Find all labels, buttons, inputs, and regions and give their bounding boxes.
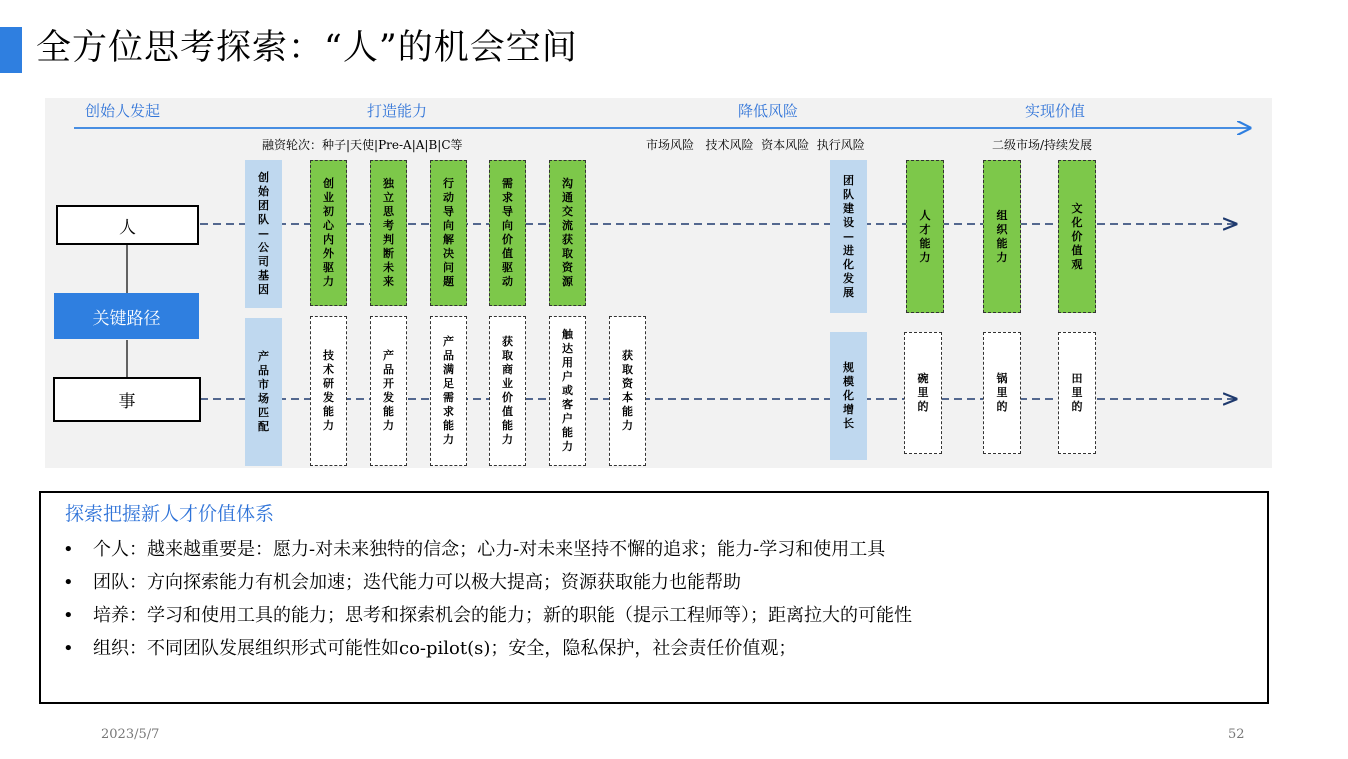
capability-top-1: 创业初心 内外驱力: [310, 160, 347, 306]
in-field-column: 田里的: [1058, 332, 1096, 454]
page-number: 52: [1228, 727, 1245, 742]
stage-build-capability: 打造能力: [367, 102, 428, 120]
footer-date: 2023/5/7: [101, 727, 160, 742]
capability-bottom-2: 产品开发能力: [370, 316, 407, 466]
stage-reduce-risk: 降低风险: [738, 102, 799, 120]
capability-bottom-1: 技术研发能力: [310, 316, 347, 466]
bullet-item: • 组织：不同团队发展组织形式可能性如co-pilot(s)；安全，隐私保护，社会责任价值观；: [63, 638, 797, 659]
capability-bottom-3: 产品满足需求能力: [430, 316, 467, 466]
talent-capability-column: 人才能力: [906, 160, 944, 313]
risks-note: 市场风险 技术风险 资本风险 执行风险: [646, 138, 865, 152]
capability-top-4: 需求导向 价值驱动: [489, 160, 526, 306]
bullet-item: • 个人：越来越重要是：愿力-对未来独特的信念；心力-对未来坚持不懈的追求；能力-学习和使用工具: [63, 539, 886, 560]
matter-node: 事: [53, 377, 201, 422]
person-node: 人: [56, 205, 199, 245]
capability-top-5: 沟通交流 获取资源: [549, 160, 586, 306]
capability-bottom-5: 触达用户或客户能力: [549, 316, 586, 466]
capability-bottom-6: 获取资本能力: [609, 316, 646, 466]
box-title: 探索把握新人才价值体系: [65, 503, 275, 525]
financing-note: 融资轮次：种子|天使|Pre-A|A|B|C等: [262, 138, 463, 152]
key-path-node: 关键路径: [54, 293, 199, 339]
in-pot-column: 锅里的: [983, 332, 1021, 454]
stage-realize-value: 实现价值: [1025, 102, 1086, 120]
page-title: 全方位思考探索：“人”的机会空间: [36, 28, 578, 68]
talent-value-box: [39, 491, 1269, 704]
capability-top-3: 行动导向 解决问题: [430, 160, 467, 306]
capability-bottom-4: 获取商业价值能力: [489, 316, 526, 466]
scale-growth-column: 规模化增长: [830, 332, 867, 460]
founding-team-column: 创始团队—公司基因: [245, 160, 282, 308]
secondary-market-note: 二级市场/持续发展: [992, 138, 1093, 152]
bullet-item: • 培养：学习和使用工具的能力；思考和探索机会的能力；新的职能（提示工程师等）；距离拉大的可能性: [63, 605, 912, 626]
in-bowl-column: 碗里的: [904, 332, 942, 454]
culture-values-column: 文化价值观: [1058, 160, 1096, 313]
org-capability-column: 组织能力: [983, 160, 1021, 313]
bullet-item: • 团队：方向探索能力有机会加速；迭代能力可以极大提高；资源获取能力也能帮助: [63, 572, 741, 593]
capability-top-2: 独立思考 判断未来: [370, 160, 407, 306]
stage-founder: 创始人发起: [85, 102, 161, 120]
product-market-fit-column: 产品市场匹配: [245, 318, 282, 466]
team-building-column: 团队建设—进化发展: [830, 160, 867, 313]
